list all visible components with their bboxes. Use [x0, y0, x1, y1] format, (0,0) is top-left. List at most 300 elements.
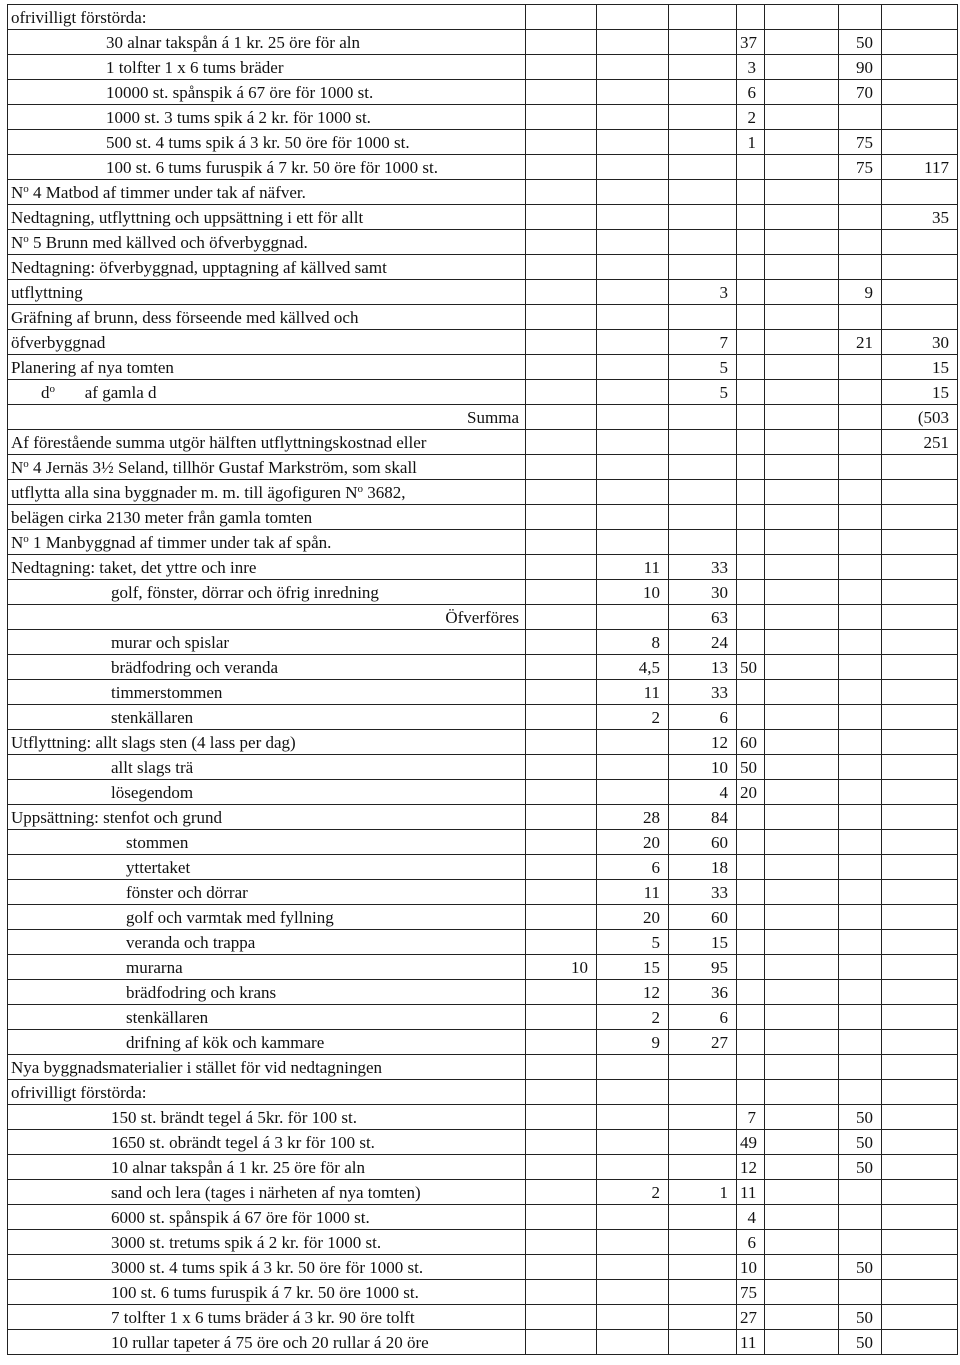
kronor-col-f [882, 930, 958, 955]
number-sign-letter: N [11, 458, 24, 477]
number-sign-letter: N [11, 183, 24, 202]
kronor-col-a [526, 305, 597, 330]
kronor-col-a [526, 1180, 597, 1205]
kronor-col-f [882, 30, 958, 55]
ore-col-d [765, 855, 839, 880]
kronor-col-d [737, 830, 765, 855]
kronor-col-e [839, 480, 882, 505]
description-cell [8, 1030, 526, 1055]
description-text: 1 Manbyggnad af timmer under tak af spån. [33, 533, 332, 552]
kronor-col-b [597, 980, 669, 1005]
kronor-col-c-value: 6 [719, 708, 728, 727]
kronor-col-c [669, 430, 737, 455]
kronor-col-b [597, 280, 669, 305]
description-text: lösegendom [111, 783, 194, 802]
kronor-col-f [882, 655, 958, 680]
description-text: sand och lera (tages i närheten af nya tomten) [111, 1183, 421, 1202]
kronor-col-c-value: 5 [719, 358, 728, 377]
kronor-col-d [737, 1080, 765, 1105]
description-cell [8, 380, 526, 405]
kronor-col-e [839, 780, 882, 805]
kronor-col-a [526, 505, 597, 530]
description-cell [8, 480, 526, 505]
ore-col-d [765, 1130, 839, 1155]
kronor-col-b-value: 2 [651, 1008, 660, 1027]
kronor-col-e [839, 805, 882, 830]
description-text: Af förestående summa utgör hälften utflyttningskostnad eller [11, 433, 427, 452]
ore-col-d [765, 680, 839, 705]
number-sign-sup: o [23, 183, 29, 195]
description-cell [8, 130, 526, 155]
kronor-col-c [669, 55, 737, 80]
kronor-col-d [737, 1055, 765, 1080]
ore-col-d [765, 405, 839, 430]
kronor-col-d [737, 705, 765, 730]
kronor-col-d [737, 305, 765, 330]
description-text: 3000 st. tretums spik á 2 kr. för 1000 st. [111, 1233, 382, 1252]
kronor-col-a [526, 805, 597, 830]
kronor-col-b [597, 630, 669, 655]
table-row [8, 630, 958, 655]
table-row [8, 1130, 958, 1155]
kronor-col-f [882, 1005, 958, 1030]
kronor-col-a [526, 130, 597, 155]
kronor-col-b [597, 780, 669, 805]
description-text: 4 Jernäs 3½ Seland, tillhör Gustaf Markström, som skall [33, 458, 417, 477]
number-sign-sup: o [23, 233, 29, 245]
description-cell [8, 530, 526, 555]
kronor-col-a [526, 5, 597, 30]
kronor-col-d [737, 780, 765, 805]
ore-col-d [765, 1105, 839, 1130]
description-cell [8, 655, 526, 680]
table-row [8, 1105, 958, 1130]
kronor-col-b [597, 880, 669, 905]
description-text: stommen [126, 833, 189, 852]
table-row [8, 1055, 958, 1080]
kronor-col-b-value: 20 [643, 833, 660, 852]
kronor-col-a [526, 1030, 597, 1055]
kronor-col-b [597, 55, 669, 80]
description-text: brädfodring och veranda [111, 658, 279, 677]
description-text: Utflyttning: allt slags sten (4 lass per dag) [11, 733, 296, 752]
kronor-col-d-value: 10 [740, 1258, 757, 1277]
kronor-col-d [737, 155, 765, 180]
ore-col-d [765, 630, 839, 655]
kronor-col-c-value: 33 [711, 558, 728, 577]
kronor-col-c-value: 36 [711, 983, 728, 1002]
kronor-col-c [669, 380, 737, 405]
kronor-col-c [669, 605, 737, 630]
description-text: Nedtagning: öfverbyggnad, upptagning af källved samt [11, 258, 387, 277]
description-text: 7 tolfter 1 x 6 tums bräder á 3 kr. 90 öre tolft [111, 1308, 415, 1327]
ore-col-d [765, 230, 839, 255]
ore-col-d [765, 155, 839, 180]
kronor-col-b [597, 555, 669, 580]
kronor-col-a [526, 280, 597, 305]
table-row [8, 1030, 958, 1055]
table-row [8, 1180, 958, 1205]
kronor-col-a [526, 330, 597, 355]
kronor-col-d-value: 7 [747, 1108, 756, 1127]
ore-col-d [765, 255, 839, 280]
description-cell [8, 1305, 526, 1330]
kronor-col-b [597, 1205, 669, 1230]
kronor-col-a [526, 430, 597, 455]
table-row [8, 580, 958, 605]
kronor-col-f [882, 480, 958, 505]
kronor-col-b [597, 605, 669, 630]
description-text: golf, fönster, dörrar och öfrig inredning [111, 583, 379, 602]
kronor-col-e [839, 5, 882, 30]
description-text: allt slags trä [111, 758, 194, 777]
kronor-col-f [882, 180, 958, 205]
kronor-col-b-value: 12 [643, 983, 660, 1002]
kronor-col-d [737, 930, 765, 955]
kronor-col-f [882, 105, 958, 130]
table-row [8, 30, 958, 55]
ore-col-d [765, 1230, 839, 1255]
kronor-col-c [669, 155, 737, 180]
kronor-col-c-value: 5 [719, 383, 728, 402]
kronor-col-f [882, 1080, 958, 1105]
kronor-col-a-value: 10 [571, 958, 588, 977]
kronor-col-e [839, 1105, 882, 1130]
kronor-col-d-value: 60 [740, 733, 757, 752]
kronor-col-a [526, 830, 597, 855]
table-row [8, 430, 958, 455]
kronor-col-a [526, 205, 597, 230]
kronor-col-b [597, 455, 669, 480]
kronor-col-d [737, 1105, 765, 1130]
kronor-col-e [839, 355, 882, 380]
kronor-col-d [737, 1180, 765, 1205]
kronor-col-e [839, 855, 882, 880]
kronor-col-b [597, 1305, 669, 1330]
kronor-col-c-value: 27 [711, 1033, 728, 1052]
kronor-col-a [526, 180, 597, 205]
table-row [8, 480, 958, 505]
kronor-col-e [839, 980, 882, 1005]
kronor-col-e [839, 1005, 882, 1030]
kronor-col-e [839, 905, 882, 930]
kronor-col-e-value: 90 [856, 58, 873, 77]
description-cell [8, 105, 526, 130]
kronor-col-e [839, 1155, 882, 1180]
description-text: utflytta alla sina byggnader m. m. till ägofiguren N [11, 483, 358, 502]
kronor-col-d-value: 27 [740, 1308, 757, 1327]
kronor-col-c [669, 780, 737, 805]
kronor-col-c [669, 355, 737, 380]
ditto-mark-sup: o [49, 383, 55, 395]
kronor-col-d [737, 630, 765, 655]
kronor-col-f [882, 1305, 958, 1330]
kronor-col-c-value: 7 [719, 333, 728, 352]
description-text: utflyttning [11, 283, 83, 302]
cost-table [7, 4, 958, 1355]
kronor-col-f [882, 1330, 958, 1355]
description-text: Summa [467, 408, 519, 427]
kronor-col-a [526, 1055, 597, 1080]
kronor-col-f [882, 155, 958, 180]
ore-col-d [765, 430, 839, 455]
description-cell [8, 430, 526, 455]
kronor-col-c-value: 84 [711, 808, 728, 827]
table-row [8, 955, 958, 980]
kronor-col-e [839, 380, 882, 405]
description-cell [8, 1105, 526, 1130]
description-text: 10 alnar takspån á 1 kr. 25 öre för aln [111, 1158, 365, 1177]
kronor-col-e-value: 75 [856, 133, 873, 152]
description-text: murarna [126, 958, 183, 977]
description-text: 1000 st. 3 tums spik á 2 kr. för 1000 st. [106, 108, 371, 127]
kronor-col-e [839, 755, 882, 780]
kronor-col-c [669, 855, 737, 880]
kronor-col-d-value: 6 [747, 83, 756, 102]
ore-col-d [765, 980, 839, 1005]
description-text: 1 tolfter 1 x 6 tums bräder [106, 58, 284, 77]
ore-col-d [765, 905, 839, 930]
kronor-col-c [669, 880, 737, 905]
ore-col-d [765, 830, 839, 855]
kronor-col-f [882, 130, 958, 155]
kronor-col-b-value: 15 [643, 958, 660, 977]
kronor-col-f [882, 80, 958, 105]
kronor-col-a [526, 1130, 597, 1155]
kronor-col-d [737, 805, 765, 830]
kronor-col-d [737, 280, 765, 305]
kronor-col-d [737, 1005, 765, 1030]
description-suffix: 3682, [363, 483, 406, 502]
description-text: 10000 st. spånspik á 67 öre för 1000 st. [106, 83, 374, 102]
kronor-col-c [669, 330, 737, 355]
ore-col-d [765, 955, 839, 980]
kronor-col-c [669, 1180, 737, 1205]
kronor-col-e [839, 655, 882, 680]
description-cell [8, 1255, 526, 1280]
description-text: af gamla d [84, 383, 157, 402]
kronor-col-b [597, 505, 669, 530]
kronor-col-b [597, 1180, 669, 1205]
kronor-col-c [669, 1155, 737, 1180]
description-text: ofrivilligt förstörda: [11, 1083, 147, 1102]
description-cell [8, 705, 526, 730]
kronor-col-a [526, 380, 597, 405]
ore-col-d [765, 1005, 839, 1030]
kronor-col-c [669, 955, 737, 980]
ore-col-d [765, 505, 839, 530]
kronor-col-a [526, 355, 597, 380]
kronor-col-b [597, 430, 669, 455]
kronor-col-e [839, 1330, 882, 1355]
description-text: golf och varmtak med fyllning [126, 908, 334, 927]
ore-col-d [765, 355, 839, 380]
kronor-col-d [737, 730, 765, 755]
kronor-col-f [882, 955, 958, 980]
table-row [8, 1205, 958, 1230]
ore-col-d [765, 780, 839, 805]
ore-col-d [765, 1255, 839, 1280]
kronor-col-b [597, 1255, 669, 1280]
kronor-col-b [597, 255, 669, 280]
kronor-col-f [882, 980, 958, 1005]
kronor-col-f [882, 355, 958, 380]
kronor-col-d [737, 180, 765, 205]
kronor-col-d [737, 80, 765, 105]
kronor-col-f [882, 1205, 958, 1230]
description-cell [8, 5, 526, 30]
kronor-col-d [737, 1255, 765, 1280]
kronor-col-c-value: 3 [719, 283, 728, 302]
kronor-col-b [597, 580, 669, 605]
kronor-col-e [839, 255, 882, 280]
kronor-col-d [737, 505, 765, 530]
table-row [8, 880, 958, 905]
kronor-col-d [737, 980, 765, 1005]
kronor-col-c [669, 105, 737, 130]
kronor-col-f [882, 1105, 958, 1130]
kronor-col-b [597, 905, 669, 930]
kronor-col-c [669, 755, 737, 780]
ore-col-d [765, 330, 839, 355]
kronor-col-b [597, 155, 669, 180]
kronor-col-c-value: 30 [711, 583, 728, 602]
ore-col-d [765, 1330, 839, 1355]
kronor-col-c-value: 95 [711, 958, 728, 977]
kronor-col-e [839, 1255, 882, 1280]
kronor-col-f [882, 455, 958, 480]
description-cell [8, 680, 526, 705]
kronor-col-a [526, 730, 597, 755]
kronor-col-a [526, 755, 597, 780]
kronor-col-d [737, 880, 765, 905]
kronor-col-a [526, 1005, 597, 1030]
kronor-col-d [737, 380, 765, 405]
kronor-col-c [669, 1005, 737, 1030]
kronor-col-a [526, 405, 597, 430]
kronor-col-c-value: 4 [719, 783, 728, 802]
kronor-col-a [526, 780, 597, 805]
kronor-col-c [669, 305, 737, 330]
ore-col-d [765, 480, 839, 505]
kronor-col-e [839, 330, 882, 355]
kronor-col-d-value: 49 [740, 1133, 757, 1152]
description-cell [8, 830, 526, 855]
kronor-col-d-value: 6 [747, 1233, 756, 1252]
kronor-col-b [597, 230, 669, 255]
kronor-col-c [669, 730, 737, 755]
number-sign-letter: N [11, 233, 24, 252]
kronor-col-c-value: 24 [711, 633, 728, 652]
kronor-col-c [669, 905, 737, 930]
kronor-col-f [882, 255, 958, 280]
table-row [8, 1080, 958, 1105]
kronor-col-d [737, 680, 765, 705]
kronor-col-b [597, 1105, 669, 1130]
kronor-col-b [597, 80, 669, 105]
kronor-col-c [669, 705, 737, 730]
kronor-col-a [526, 1155, 597, 1180]
description-cell [8, 405, 526, 430]
description-text: Öfverföres [445, 608, 519, 627]
kronor-col-e [839, 1080, 882, 1105]
kronor-col-a [526, 555, 597, 580]
description-text: 10 rullar tapeter á 75 öre och 20 rullar á 20 öre [111, 1333, 429, 1352]
ore-col-d [765, 705, 839, 730]
kronor-col-e [839, 530, 882, 555]
kronor-col-f [882, 855, 958, 880]
kronor-col-c [669, 505, 737, 530]
description-text: stenkällaren [126, 1008, 209, 1027]
kronor-col-d [737, 230, 765, 255]
kronor-col-d [737, 405, 765, 430]
ore-col-d [765, 5, 839, 30]
ditto-mark-letter: d [41, 383, 50, 402]
ore-col-d [765, 30, 839, 55]
kronor-col-c [669, 680, 737, 705]
kronor-col-f [882, 580, 958, 605]
ore-col-d [765, 930, 839, 955]
description-cell [8, 755, 526, 780]
kronor-col-e [839, 955, 882, 980]
kronor-col-e [839, 455, 882, 480]
kronor-col-d-value: 11 [740, 1183, 757, 1202]
kronor-col-c [669, 580, 737, 605]
number-sign-sup: o [357, 483, 364, 495]
kronor-col-a [526, 680, 597, 705]
kronor-col-c [669, 930, 737, 955]
description-cell [8, 930, 526, 955]
ore-col-d [765, 180, 839, 205]
kronor-col-d [737, 605, 765, 630]
kronor-col-e [839, 430, 882, 455]
kronor-col-b-value: 20 [643, 908, 660, 927]
table-row [8, 1255, 958, 1280]
kronor-col-f [882, 330, 958, 355]
kronor-col-e [839, 405, 882, 430]
table-row [8, 830, 958, 855]
kronor-col-c [669, 1105, 737, 1130]
kronor-col-f [882, 730, 958, 755]
kronor-col-b [597, 1230, 669, 1255]
description-text: 3000 st. 4 tums spik á 3 kr. 50 öre för 1000 st. [111, 1258, 424, 1277]
table-row [8, 605, 958, 630]
kronor-col-b-value: 10 [643, 583, 660, 602]
kronor-col-b [597, 1330, 669, 1355]
description-text: 1650 st. obrändt tegel á 3 kr för 100 st. [111, 1133, 375, 1152]
kronor-col-c-value: 33 [711, 683, 728, 702]
kronor-col-e-value: 50 [856, 1158, 873, 1177]
kronor-col-e-value: 75 [856, 158, 873, 177]
kronor-col-e-value: 21 [856, 333, 873, 352]
kronor-col-d [737, 1330, 765, 1355]
kronor-col-a [526, 1230, 597, 1255]
kronor-col-d-value: 75 [740, 1283, 757, 1302]
ore-col-d [765, 305, 839, 330]
kronor-col-e [839, 580, 882, 605]
kronor-col-e-value: 50 [856, 1333, 873, 1352]
table-row [8, 980, 958, 1005]
ore-col-d [765, 1055, 839, 1080]
kronor-col-e-value: 50 [856, 1108, 873, 1127]
kronor-col-c-value: 12 [711, 733, 728, 752]
description-cell [8, 330, 526, 355]
kronor-col-f [882, 1230, 958, 1255]
kronor-col-f [882, 205, 958, 230]
table-row [8, 755, 958, 780]
kronor-col-c [669, 1305, 737, 1330]
kronor-col-c [669, 480, 737, 505]
